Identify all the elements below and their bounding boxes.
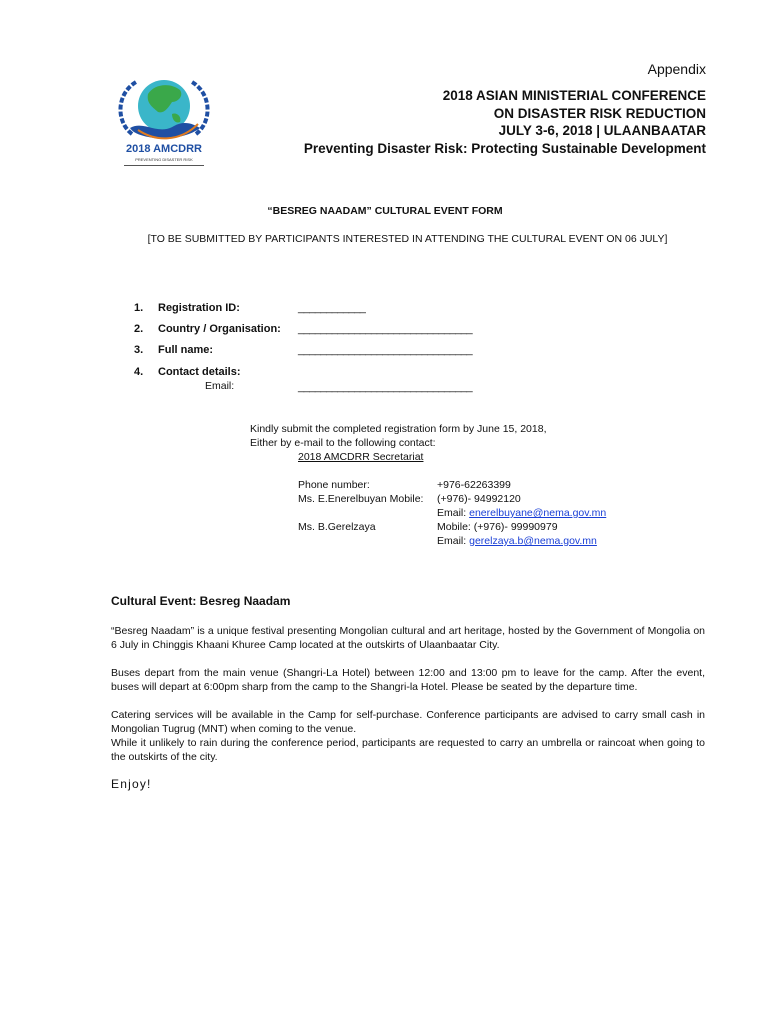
field-2-number: 2.	[134, 323, 144, 335]
event-paragraph-3: Catering services will be available in the Camp for self-purchase. Conference participants are advised to carry small cash in Mongolian Tugrug (MNT) when coming to the venue.	[111, 709, 705, 735]
field-email-label: Email:	[205, 380, 235, 392]
appendix-label: Appendix	[647, 61, 706, 77]
logo-small-text: PREVENTING DISASTER RISK	[135, 157, 193, 162]
amcdrr-logo	[110, 72, 218, 170]
field-country-organisation-label: Country / Organisation:	[158, 323, 281, 335]
header-line-3: JULY 3-6, 2018 | ULAANBAATAR	[498, 123, 706, 138]
contact-person-2-email-link[interactable]: gerelzaya.b@nema.gov.mn	[469, 535, 597, 547]
field-full-name-label: Full name:	[158, 344, 214, 356]
logo-small-rule	[124, 165, 204, 166]
secretariat-label: 2018 AMCDRR Secretariat	[298, 451, 424, 463]
field-registration-id-label: Registration ID:	[158, 302, 240, 314]
contact-person-1-email-link[interactable]: enerelbuyane@nema.gov.mn	[469, 507, 607, 519]
event-paragraph-4: While it unlikely to rain during the conference period, participants are requested to carry an umbrella or raincoat when going to the outskirts of the city.	[111, 737, 705, 763]
contact-person-1-email-label: Email:	[437, 507, 467, 519]
header-line-2: ON DISASTER RISK REDUCTION	[493, 105, 706, 121]
contact-person-1-email-row	[437, 506, 606, 520]
field-country-organisation-blank[interactable]: _______________________________	[298, 323, 473, 335]
contact-person-1-mobile: (+976)- 94992120	[437, 493, 521, 505]
logo-text: 2018 AMCDRR	[125, 143, 203, 155]
field-1-number: 1.	[134, 302, 144, 314]
event-paragraph-1: “Besreg Naadam” is a unique festival presenting Mongolian cultural and art heritage, hosted by the Government of Mongolia on 6 July in Chinggis Khaani Khuree Camp located at the outskirts of Ulaanbaatar City.	[111, 625, 705, 651]
contact-person-2-email-label: Email:	[437, 535, 467, 547]
form-title: “BESREG NAADAM” CULTURAL EVENT FORM	[267, 205, 503, 217]
event-paragraph-2: Buses depart from the main venue (Shangri-La Hotel) between 12:00 and 13:00 pm to leave for the camp. After the event, buses will depart at 6:00pm sharp from the camp to the Shangri-la Hotel. Please be seated by the departure time.	[111, 667, 705, 693]
logo-laurel-left	[120, 82, 136, 134]
contact-person-1: Ms. E.Enerelbuyan Mobile:	[298, 493, 424, 505]
phone-label: Phone number:	[298, 479, 370, 491]
closing-text: Enjoy!	[111, 777, 152, 791]
field-3-number: 3.	[134, 344, 144, 356]
field-4-number: 4.	[134, 366, 144, 378]
form-subtitle: [TO BE SUBMITTED BY PARTICIPANTS INTERESTED IN ATTENDING THE CULTURAL EVENT ON 06 JULY]	[147, 233, 668, 245]
conference-header	[304, 87, 706, 157]
submission-line-1: Kindly submit the completed registration form by June 15, 2018,	[250, 423, 547, 435]
submission-line-2: Either by e-mail to the following contact:	[250, 437, 436, 449]
field-contact-details-label: Contact details:	[158, 366, 241, 378]
field-full-name-blank[interactable]: _______________________________	[298, 344, 473, 356]
phone-value: +976-62263399	[437, 479, 511, 491]
field-registration-id-blank[interactable]: ____________	[298, 302, 366, 314]
header-line-1: 2018 ASIAN MINISTERIAL CONFERENCE	[442, 88, 706, 103]
field-email-blank[interactable]: _______________________________	[298, 381, 473, 393]
contact-person-2-email-row	[437, 534, 597, 548]
submission-instructions	[250, 422, 547, 464]
contact-person-2-mobile: Mobile: (+976)- 99990979	[437, 521, 558, 533]
header-tagline: Preventing Disaster Risk: Protecting Sustainable Development	[303, 140, 706, 156]
contact-person-2: Ms. B.Gerelzaya	[298, 521, 376, 533]
cultural-event-title: Cultural Event: Besreg Naadam	[111, 594, 291, 608]
